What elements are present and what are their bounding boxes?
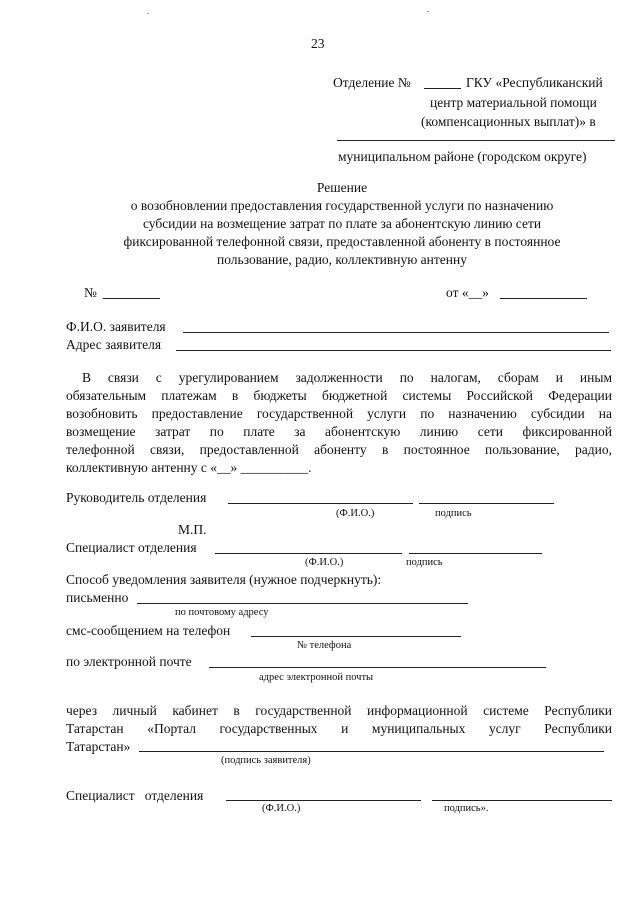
notify-written-caption: по почтовому адресу	[175, 607, 269, 618]
body-line-5: телефонной связи, предоставленной абоненту в постоянное пользование, радио,	[66, 442, 612, 457]
head-signature-caption: подпись	[435, 508, 472, 519]
date-blank	[500, 298, 587, 299]
subject-line-4: пользование, радио, коллективную антенну	[217, 252, 467, 267]
date-label: от «__»	[446, 285, 489, 300]
head-fio-blank	[228, 503, 413, 504]
final-specialist-label: Специалист отделения	[66, 788, 204, 803]
body-line-2: обязательным платежам в бюджеты бюджетной системы Российской Федерации	[66, 388, 612, 403]
final-fio-blank	[226, 800, 421, 801]
applicant-name-label: Ф.И.О. заявителя	[66, 319, 166, 334]
notify-written-blank	[137, 603, 468, 604]
notify-written-label: письменно	[66, 590, 129, 605]
document-title: Решение	[316, 180, 368, 195]
head-signature-blank	[419, 503, 554, 504]
addressee-line4: муниципальном районе (городском округе)	[338, 149, 587, 164]
applicant-name-blank	[183, 332, 609, 333]
notify-email-blank	[209, 667, 546, 668]
department-number-blank	[424, 88, 461, 89]
notify-email-label: по электронной почте	[66, 654, 192, 669]
scan-speck	[427, 11, 429, 12]
addressee-line1-suffix: ГКУ «Республиканский	[466, 75, 603, 90]
final-fio-caption: (Ф.И.О.)	[262, 803, 301, 814]
notification-method-label: Способ уведомления заявителя (нужное подчеркнуть):	[66, 572, 382, 587]
cabinet-line-1: через личный кабинет в государственной информационной системе Республики	[66, 703, 612, 718]
body-line-4: возмещение затрат по плате за абонентскую линию сети фиксированной	[66, 424, 612, 439]
specialist-fio-blank	[215, 553, 402, 554]
notify-sms-caption: № телефона	[297, 640, 352, 651]
addressee-line2: центр материальной помощи	[430, 95, 597, 110]
notify-sms-label: смс-сообщением на телефон	[66, 623, 231, 638]
subject-line-3: фиксированной телефонной связи, предоставленной абоненту в постоянное	[123, 234, 561, 249]
cabinet-line-2: Татарстан «Портал государственных и муниципальных услуг Республики	[66, 721, 612, 736]
notify-email-caption: адрес электронной почты	[259, 672, 374, 683]
specialist-signature-caption: подпись	[406, 557, 443, 568]
body-last-line: коллективную антенну с «__» __________.	[66, 460, 312, 475]
scan-speck	[147, 13, 149, 14]
final-signature-blank	[432, 800, 612, 801]
applicant-address-label: Адрес заявителя	[66, 337, 162, 352]
notify-sms-blank	[251, 636, 461, 637]
stamp-label: М.П.	[178, 522, 207, 537]
addressee-line1-prefix: Отделение №	[333, 75, 411, 90]
specialist-signature-blank	[409, 553, 542, 554]
body-line-1: В связи с урегулированием задолженности по налогам, сборам и иным	[82, 370, 612, 385]
department-specialist-label: Специалист отделения	[66, 540, 197, 555]
specialist-fio-caption: (Ф.И.О.)	[305, 557, 344, 568]
final-signature-caption: подпись».	[444, 803, 489, 814]
body-line-3: возобновить предоставление государственной услуги по назначению субсидии на	[66, 406, 612, 421]
subject-line-2: субсидии на возмещение затрат по плате за абонентскую линию сети	[142, 216, 542, 231]
page-number: 23	[311, 36, 325, 51]
cabinet-last-line: Татарстан»	[66, 739, 131, 754]
addressee-line3: (компенсационных выплат)» в	[421, 114, 596, 129]
number-label: №	[84, 285, 97, 300]
applicant-signature-blank	[139, 751, 604, 752]
head-fio-caption: (Ф.И.О.)	[336, 508, 375, 519]
applicant-signature-caption: (подпись заявителя)	[221, 755, 311, 766]
applicant-address-blank	[176, 350, 611, 351]
head-of-department-label: Руководитель отделения	[66, 490, 207, 505]
number-blank	[103, 298, 160, 299]
subject-line-1: о возобновлении предоставления государственной услуги по назначению	[130, 198, 554, 213]
district-blank	[337, 140, 615, 141]
